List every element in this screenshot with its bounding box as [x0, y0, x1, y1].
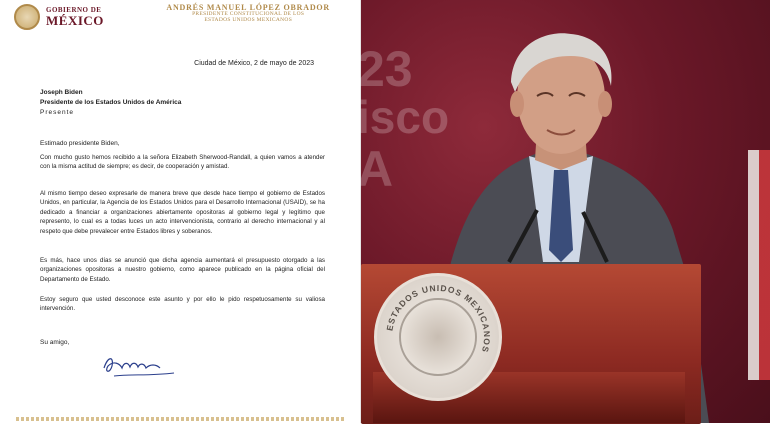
paragraph-4: Estoy seguro que usted desconoce este asunto y por ello le pido respetuosamente su valiosa intervención.	[40, 296, 325, 313]
coat-of-arms-icon	[14, 4, 40, 30]
recipient-present: Presente	[40, 109, 75, 116]
paragraph-3: Es más, hace unos días se anunció que dicha agencia aumentará el presupuesto otorgado a las organizaciones opositoras a nuestro gobierno, como aparece publicado en la página oficial del Departamento de Estado.	[40, 257, 325, 283]
mexico-seal-emblem	[374, 273, 502, 401]
closing: Su amigo,	[40, 339, 70, 346]
gov-bottom-text: MÉXICO	[46, 13, 104, 28]
backdrop-text-1: 23	[357, 41, 413, 97]
government-name	[46, 7, 104, 27]
paragraph-1: Con mucho gusto hemos recibido a la señora Elizabeth Sherwood-Randall, a quien vamos a atender con la misma actitud de siempre; es decir, de cooperación y amistad.	[40, 154, 325, 171]
letter-date: Ciudad de México, 2 de mayo de 2023	[194, 60, 314, 67]
author-name: ANDRÉS MANUEL LÓPEZ OBRADOR	[166, 3, 330, 12]
author-title-1: PRESIDENTE CONSTITUCIONAL DE LOS	[192, 11, 305, 18]
author-title-2: ESTADOS UNIDOS MEXICANOS	[204, 17, 293, 24]
author-block	[166, 4, 330, 24]
svg-text:ESTADOS UNIDOS MEXICANOS: ESTADOS UNIDOS MEXICANOS	[384, 282, 493, 355]
recipient-name: Joseph Biden	[40, 89, 83, 96]
salutation: Estimado presidente Biden,	[40, 140, 120, 147]
eagle-icon	[399, 298, 477, 376]
recipient-block	[40, 88, 181, 118]
gov-top-text: GOBIERNO DE	[46, 6, 102, 14]
signature	[100, 350, 180, 382]
backdrop-text-2: isco	[357, 91, 450, 143]
press-photo	[357, 0, 770, 423]
government-logo	[14, 4, 104, 30]
footer-band	[16, 417, 344, 421]
letter-page	[0, 0, 361, 423]
paragraph-2: Al mismo tiempo deseo expresarle de manera breve que desde hace tiempo el gobierno de Estados Unidos, en particular, la Agencia de los Estados Unidos para el Desarrollo Internacional (USAID), se ha dedicado a financiar a organizaciones abiertamente opositoras al gobierno legal y legítimo que represento, lo cual es a todas luces un acto intervencionista, contrario al derecho internacional y al respeto que debe prevalecer entre Estados libres y soberanos.	[40, 190, 325, 235]
backdrop-text-3: A	[357, 141, 394, 197]
recipient-title: Presidente de los Estados Unidos de América	[40, 99, 182, 106]
